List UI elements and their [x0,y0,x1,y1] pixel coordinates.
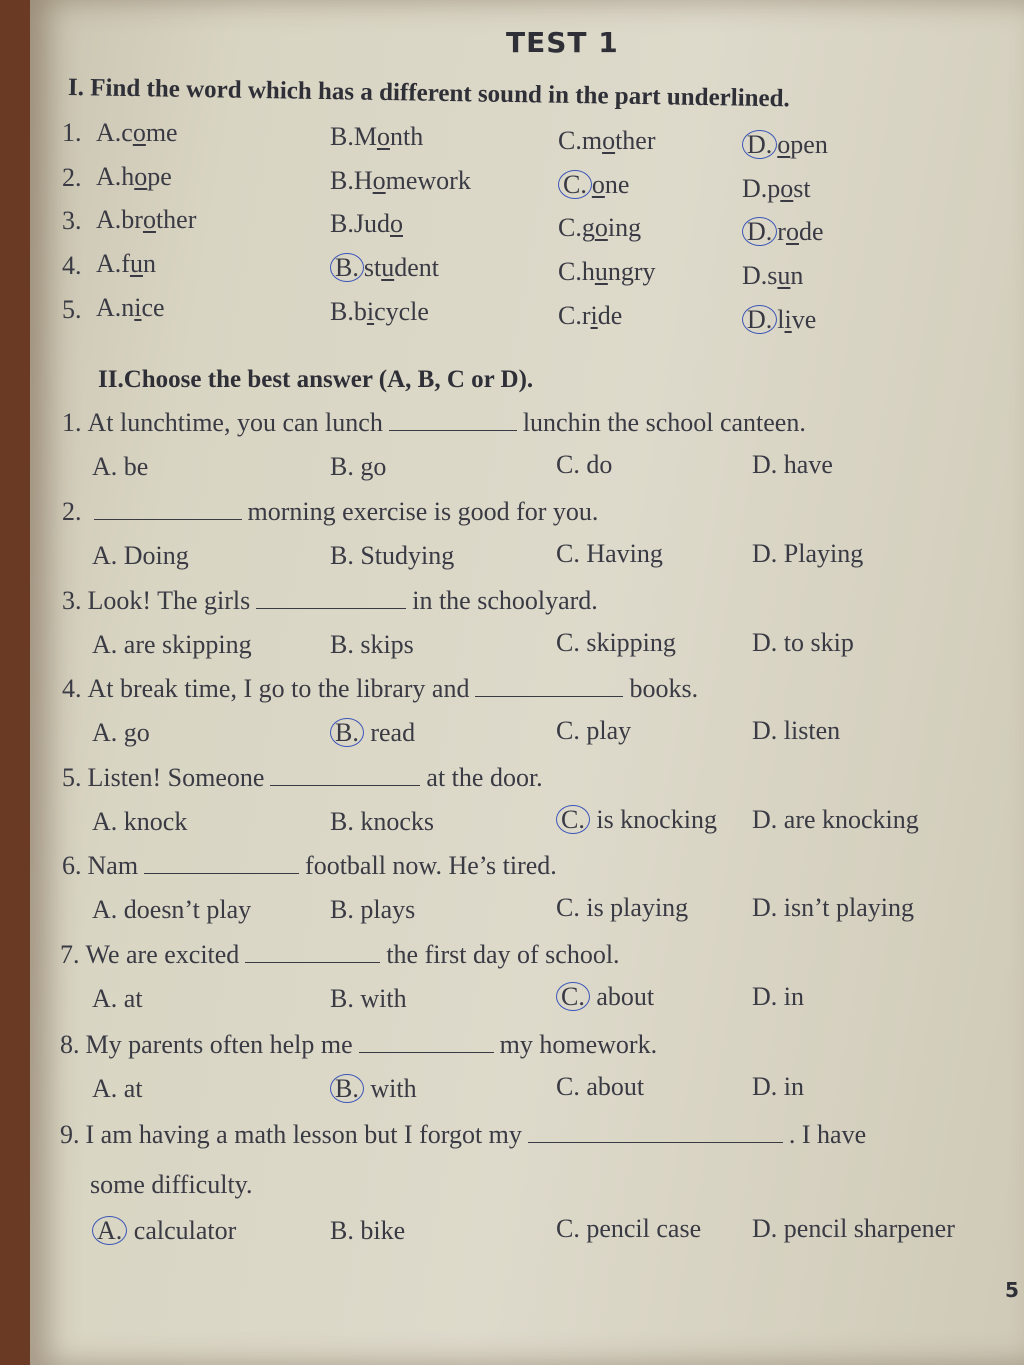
question-text-after: in the schoolyard. [412,586,598,615]
option-a[interactable] [92,807,187,837]
underlined-sound: u [594,257,608,286]
question-text-before: Look! The girls [87,586,251,615]
option-rest: about [589,982,655,1011]
word-prefix: H [353,166,373,195]
option-text: B. skips [330,630,414,659]
option-b[interactable] [330,807,434,837]
item-number: 5. [62,295,82,324]
circled-answer: C. [558,170,592,199]
option-text: D. listen [752,716,841,745]
word-suffix: pe [147,162,172,191]
underlined-sound: o [376,122,390,151]
option-letter: A. [96,162,122,191]
question-9 [60,1120,866,1150]
option-text: A. are skipping [92,630,252,659]
question-8 [60,1030,657,1060]
answer-blank[interactable] [245,961,380,963]
question-text-after: books. [629,674,699,703]
option-text: C. is playing [556,893,689,922]
option-b[interactable] [330,718,415,748]
question-number: 3. [62,586,82,615]
question-1 [62,408,806,438]
option-a [96,205,196,235]
word-prefix: l [777,305,785,334]
question-text-after: lunchin the school canteen. [522,408,806,437]
option-rest: calculator [127,1216,237,1245]
underlined-sound: o [594,213,608,242]
question-2 [62,497,598,527]
option-text: B. Studying [330,541,455,570]
question-number: 2. [62,497,82,526]
word-prefix: Jud [353,209,390,238]
option-c[interactable] [556,982,654,1012]
question-number: 1. [62,408,82,437]
option-a[interactable] [92,984,143,1014]
option-text: A. at [92,1074,143,1103]
option-letter: B. [330,166,354,195]
underlined-sound: u [777,261,791,290]
item-number: 4. [62,250,82,280]
word-prefix: n [121,293,135,322]
question-number: 6. [62,851,82,880]
answer-blank[interactable] [144,872,299,874]
word-prefix: r [581,301,591,330]
option-letter: C. [558,257,582,286]
question-number: 9. [60,1120,80,1149]
word-prefix: st [363,253,382,282]
question-number: 5. [62,763,82,792]
word-prefix: c [121,118,133,147]
underlined-sound: u [381,253,395,282]
answer-blank[interactable] [256,607,406,609]
option-b [330,122,423,152]
option-c[interactable] [556,1072,644,1102]
option-d[interactable] [752,1214,955,1244]
question-6 [62,851,557,881]
option-text: B. bike [330,1216,406,1245]
option-d[interactable] [752,982,804,1012]
answer-blank[interactable] [359,1051,494,1053]
underlined-sound: i [590,301,598,330]
underlined-sound: o [785,217,799,246]
option-text: A. Doing [92,541,189,570]
option-text: D. to skip [752,628,854,657]
option-letter: A. [96,118,122,147]
circled-answer: C. [556,982,590,1011]
circled-answer: C. [556,805,590,834]
word-prefix: br [121,205,143,234]
option-text: C. skipping [556,628,676,657]
option-c[interactable] [556,716,631,746]
option-c[interactable] [556,628,676,658]
option-b[interactable] [330,1074,417,1104]
section2-heading: II.Choose the best answer (A, B, C or D). [98,366,534,393]
word-suffix: n [142,249,156,278]
option-d[interactable] [752,1072,804,1102]
question-text-after: my homework. [499,1030,658,1059]
option-letter: A. [96,293,122,322]
word-suffix: ce [141,293,165,322]
option-d [742,174,811,204]
option-a[interactable] [92,718,150,748]
question-text-before: Listen! Someone [87,763,265,792]
underlined-sound: o [142,205,156,234]
word-suffix: pen [790,130,828,159]
word-prefix: m [581,126,603,155]
option-a [96,118,178,148]
option-text: A. at [92,984,143,1013]
option-text: D. are knocking [752,805,919,834]
option-d[interactable] [752,716,840,746]
option-c [558,170,629,200]
question-text-before: Nam [87,851,139,880]
option-d[interactable] [752,539,863,569]
underlined-sound: o [389,209,403,238]
question-4 [62,674,698,704]
section1-heading: I. Find the word which has a different sound in the part underlined. [67,74,791,113]
underlined-sound: i [134,293,142,322]
word-suffix: ther [155,205,197,234]
option-letter: C. [558,301,582,330]
option-letter: C. [558,126,582,155]
option-rest: with [363,1074,417,1103]
option-d [742,217,824,247]
underlined-sound: u [129,249,143,278]
question-text-after: at the door. [426,763,543,792]
option-letter: B. [330,297,354,326]
word-suffix: de [798,217,824,246]
word-suffix: ing [607,213,642,242]
option-b[interactable] [330,630,414,660]
option-c[interactable] [556,1214,701,1244]
option-b[interactable] [330,984,407,1014]
option-text: B. plays [330,895,416,924]
option-a[interactable] [92,895,251,925]
option-a[interactable] [92,1216,236,1246]
circled-answer: D. [742,217,777,246]
circled-answer: D. [742,305,777,334]
option-c[interactable] [556,450,612,480]
option-text: B. with [330,984,407,1013]
word-suffix: ngry [607,257,656,286]
word-suffix: ne [604,170,630,199]
underlined-sound: i [366,297,375,326]
option-rest: is knocking [589,805,717,834]
word-suffix: nth [389,122,424,151]
option-d[interactable] [752,893,914,923]
underlined-sound: o [132,118,146,147]
option-text: B. go [330,452,387,481]
question-5 [62,763,543,793]
question-text-before: I am having a math lesson but I forgot my [85,1120,522,1149]
page-title: TEST 1 [506,26,619,59]
option-rest: read [363,718,416,747]
word-prefix: M [353,122,377,151]
word-suffix: st [793,174,811,203]
answer-blank[interactable] [475,695,623,697]
option-letter: A. [96,205,122,234]
option-letter: B. [330,122,354,151]
circled-answer: B. [330,253,364,282]
word-suffix: n [790,261,804,290]
question-text-after: the first day of school. [386,940,620,969]
option-a[interactable] [92,452,148,482]
option-a[interactable] [92,541,189,571]
option-text: D. in [752,1072,804,1101]
word-suffix: mework [385,166,471,195]
option-d[interactable] [752,450,833,480]
option-b [330,166,471,196]
answer-blank[interactable] [94,518,242,520]
option-text: D. in [752,982,804,1011]
question-text-continued: some difficulty. [90,1170,253,1199]
underlined-sound: o [780,174,794,203]
word-prefix: f [121,249,130,278]
option-a[interactable] [92,630,252,660]
option-text: C. pencil case [556,1214,702,1243]
underlined-sound: o [372,166,386,195]
option-c[interactable] [556,805,717,835]
option-text: A. doesn’t play [92,895,252,924]
question-3 [62,586,598,616]
question-text-after: morning exercise is good for you. [247,497,599,526]
worksheet-page [30,0,1024,1365]
option-b[interactable] [330,895,415,925]
option-b[interactable] [330,541,454,571]
question-text-before: At lunchtime, you can lunch [87,408,383,437]
question-text-before: At break time, I go to the library and [87,674,470,703]
page-number: 5 [1005,1278,1019,1302]
underlined-sound: o [134,162,148,191]
option-a [96,293,165,323]
word-prefix: h [121,162,135,191]
word-prefix: s [767,261,778,290]
option-letter: B. [330,209,354,238]
question-number: 4. [62,674,82,703]
option-c[interactable] [556,539,663,569]
option-a [96,249,156,279]
circled-answer: D. [742,130,777,159]
question-number: 7. [60,940,80,969]
underlined-sound: o [602,126,616,155]
item-number: 1. [62,118,82,147]
question-7 [60,940,620,970]
option-text: D. isn’t playing [752,893,915,922]
word-suffix: dent [394,253,439,282]
option-c [558,213,641,243]
option-letter: A. [96,249,122,278]
option-text: B. knocks [330,807,434,836]
option-text: D. have [752,450,833,479]
word-prefix: g [581,213,595,242]
option-b [330,209,403,239]
answer-blank[interactable] [528,1141,783,1143]
option-text: D. pencil sharpener [752,1214,955,1243]
option-letter: C. [558,213,582,242]
word-prefix: h [581,257,595,286]
answer-blank[interactable] [389,429,517,431]
option-b[interactable] [330,452,386,482]
circled-answer: B. [330,718,364,747]
option-letter: D. [742,261,768,290]
question-text-after: . I have [788,1120,867,1149]
word-prefix: r [777,217,786,246]
word-suffix: ther [615,126,656,155]
question-text-before: We are excited [85,940,240,969]
option-text: C. about [556,1072,645,1101]
item-number: 2. [62,162,82,192]
underlined-sound: o [591,170,605,199]
option-b [330,253,439,283]
option-text: A. be [92,452,149,481]
question-text-before: My parents often help me [85,1030,353,1059]
question-number: 8. [60,1030,80,1059]
option-d [742,261,803,291]
word-suffix: cycle [374,297,429,326]
option-a[interactable] [92,1074,143,1104]
word-suffix: ve [791,305,817,334]
option-d[interactable] [752,805,919,835]
word-suffix: de [597,301,623,330]
option-text: A. go [92,718,150,747]
answer-blank[interactable] [270,784,420,786]
circled-answer: B. [330,1074,364,1103]
option-c[interactable] [556,893,688,923]
underlined-sound: o [777,130,791,159]
option-text: C. Having [556,539,663,568]
word-suffix: me [145,118,178,147]
option-b[interactable] [330,1216,405,1246]
option-text: A. knock [92,807,188,836]
option-c [558,126,656,156]
option-text: D. Playing [752,539,864,568]
option-letter: D. [742,174,768,203]
option-a [96,162,172,192]
option-d [742,305,816,335]
word-prefix: b [353,297,367,326]
option-text: C. play [556,716,632,745]
circled-answer: A. [92,1216,127,1245]
word-prefix: p [767,174,781,203]
option-c [558,301,622,331]
question-text-after: football now. He’s tired. [305,851,557,880]
option-b [330,297,429,327]
underlined-sound: i [784,305,792,334]
option-d[interactable] [752,628,854,658]
item-number: 3. [62,206,82,235]
option-text: C. do [556,450,613,479]
option-d [742,130,828,160]
option-c [558,257,656,287]
